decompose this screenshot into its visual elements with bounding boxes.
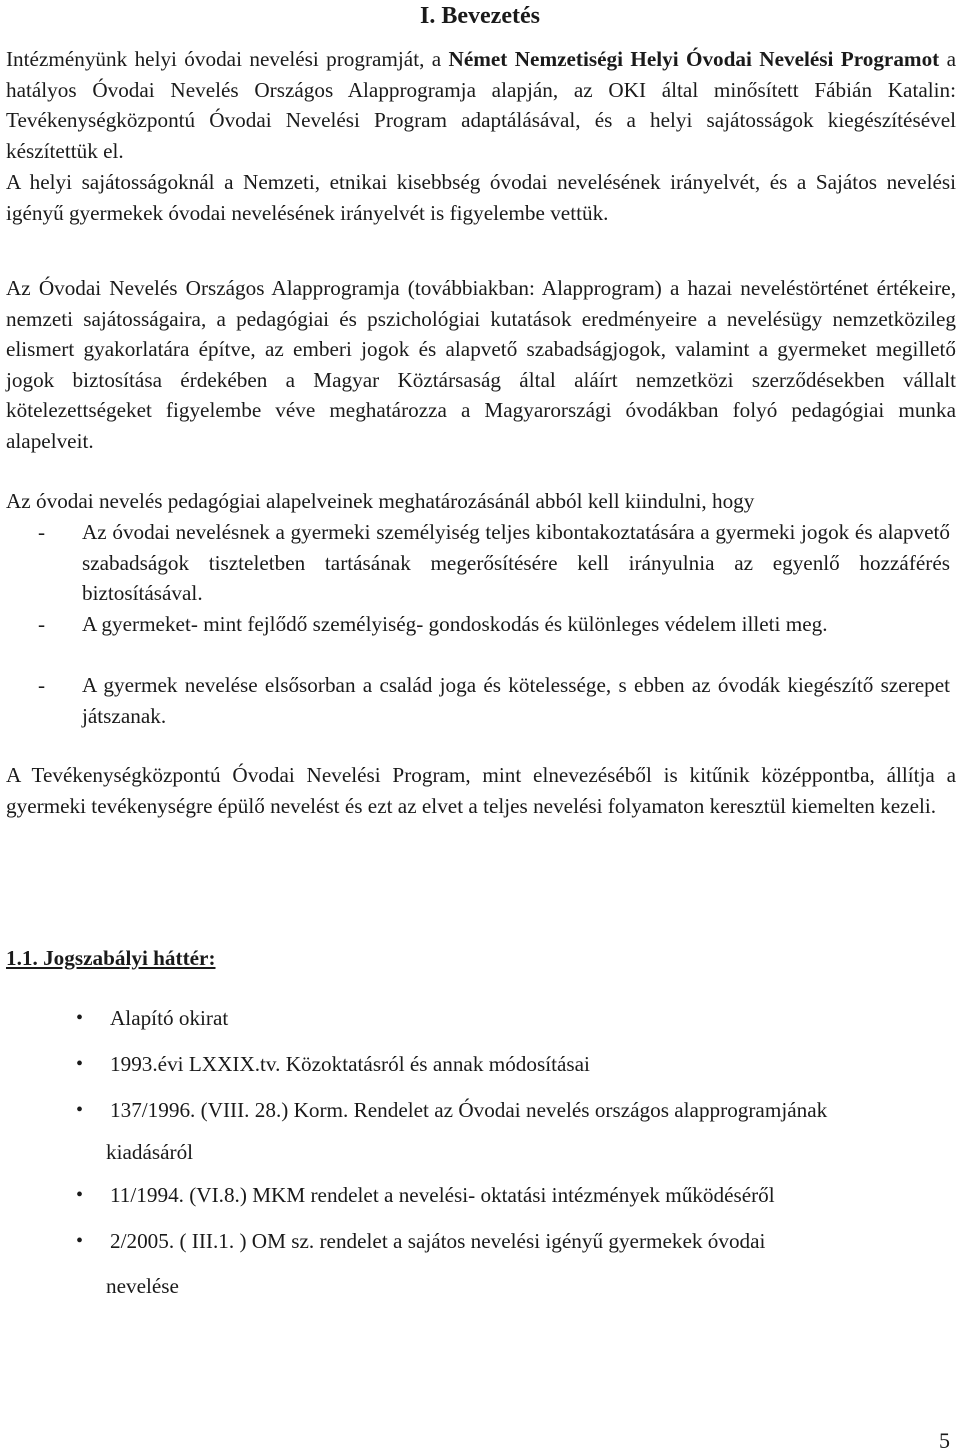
intro-paragraph [6,44,956,166]
intro-text-a: Intézményünk helyi óvodai nevelési programját, a [6,47,449,71]
dash-item-text: A gyermek nevelése elsősorban a család joga és kötelessége, s ebben az óvodák kiegészítő szerepet játszanak. [82,673,950,728]
bullet-dot: • [76,1230,84,1252]
dash-item-text: Az óvodai nevelésnek a gyermeki személyiség teljes kibontakoztatására a gyermeki jogok és alapvető szabadságok tiszteletben tartásának megerősítésére kell irányulnia az egyenlő hozzáférés biztosításával. [82,520,950,606]
legal-item-text: 1993.évi LXXIX.tv. Közoktatásról és annak módosításai [110,1052,590,1076]
bullet-dot: • [76,1007,84,1029]
dash-list-item [6,670,956,732]
dash-bullet: - [38,612,46,636]
legal-item-text: Alapító okirat [110,1006,229,1030]
program-summary-paragraph: A Tevékenységközpontú Óvodai Nevelési Program, mint elnevezéséből is kitűnik középpontba, állítja a gyermeki tevékenységre épülő nevelést és ezt az elvet a teljes nevelési folyamaton keresztül kiemelten kezeli. [6,763,956,818]
principles-intro: Az óvodai nevelés pedagógiai alapelveinek meghatározásánál abból kell kiindulni, hogy [6,489,755,513]
dash-bullet: - [38,520,46,544]
dash-bullet: - [38,673,46,697]
dash-item-text: A gyermeket- mint fejlődő személyiség- gondoskodás és különleges védelem illeti meg. [82,612,828,636]
intro-text-b: a hatályos Óvodai Nevelés Országos Alapprogramja alapján, az OKI által minősített Fábián Katalin: Tevékenységközpontú Óvodai Nevelési Program adaptálásával, és a helyi sajátosságok kiegészítésével készítettük el. [6,47,956,163]
section-title: 1.1. Jogszabályi háttér: [6,946,216,970]
local-specifics-paragraph: A helyi sajátosságoknál a Nemzeti, etnikai kisebbség óvodai nevelésének irányelvét, és a Sajátos nevelési igényű gyermekek óvodai nevelésének irányelvét is figyelembe vettük. [6,170,956,225]
page-number: 5 [939,1428,950,1453]
legal-item-continuation: kiadásáról [106,1140,194,1164]
dash-list-item [6,517,956,609]
bullet-dot: • [76,1099,84,1121]
legal-item-text: 137/1996. (VIII. 28.) Korm. Rendelet az Óvodai nevelés országos alapprogramjának [110,1098,828,1122]
legal-item-text: 11/1994. (VI.8.) MKM rendelet a nevelési- oktatási intézmények működéséről [110,1183,775,1207]
page-title: I. Bevezetés [420,3,540,29]
legal-item-text: 2/2005. ( III.1. ) OM sz. rendelet a sajátos nevelési igényű gyermekek óvodai [110,1229,766,1253]
alapprogram-paragraph: Az Óvodai Nevelés Országos Alapprogramja (továbbiakban: Alapprogram) a hazai neveléstörténet értékeire, nemzeti sajátosságaira, a pedagógiai és pszichológiai kutatások eredményeire a nevelésügy nemzetközileg elismert gyakorlatára építve, az emberi jogok és alapvető szabadságjogok, valamint a gyermeket megillető jogok biztosítása érdekében a Magyar Köztársaság által aláírt nemzetközi szerződésekben vállalt kötelezettségeket figyelembe véve meghatározza a Magyarországi óvodákban folyó pedagógiai munka alapelveit. [6,276,956,453]
program-name: Német Nemzetiségi Helyi Óvodai Nevelési Programot [448,47,940,71]
legal-item-continuation: nevelése [106,1274,179,1298]
bullet-dot: • [76,1184,84,1206]
dash-list-item [6,609,956,671]
bullet-dot: • [76,1053,84,1075]
